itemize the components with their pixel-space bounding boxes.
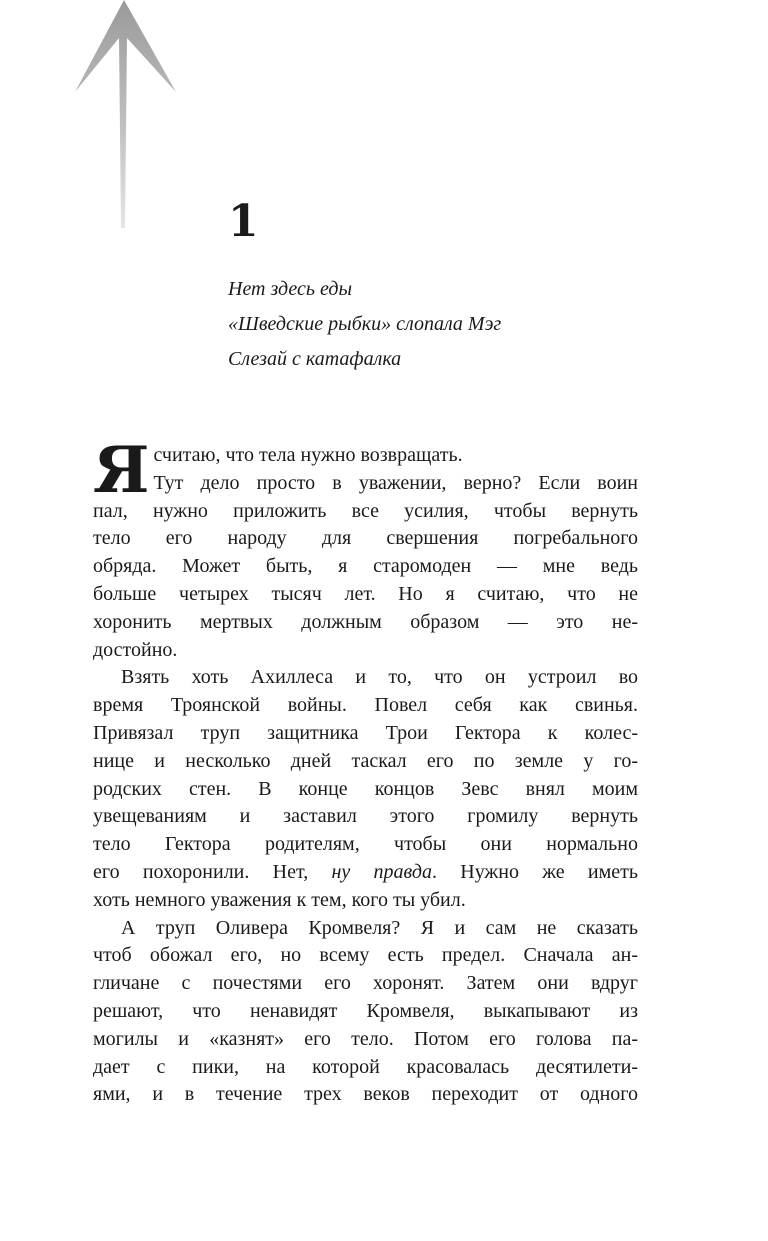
text-line: тело Гектора родителям, чтобы они нормально — [93, 833, 638, 856]
text-line: Тут дело просто в уважении, верно? Если воин — [153, 471, 638, 494]
text-line: родских стен. В конце концов Зевс внял моим — [93, 777, 638, 800]
body-text — [93, 433, 639, 1109]
paragraph — [93, 433, 638, 664]
epigraph — [228, 272, 501, 377]
text-line: достойно. — [93, 638, 178, 661]
text-line: А труп Оливера Кромвеля? Я и сам не сказать — [121, 916, 638, 939]
arrow-ornament-icon — [72, 0, 176, 230]
text-line: нице и несколько дней таскал его по земле у го- — [93, 749, 638, 772]
text-line: считаю, что тела нужно возвращать. — [153, 444, 463, 466]
text-line: Взять хоть Ахиллеса и то, что он устроил во — [121, 666, 638, 689]
emphasis-text: ну правда — [331, 860, 432, 883]
text-line: пал, нужно приложить все усилия, чтобы вернуть — [93, 499, 638, 522]
text-line: больше четырех тысяч лет. Но я считаю, что не — [93, 582, 638, 605]
paragraph — [93, 915, 638, 1110]
text-line: чтоб обожал его, но всему есть предел. Сначала ан- — [93, 944, 638, 967]
drop-cap: Я — [93, 433, 150, 508]
text-line: тело его народу для свершения погребального — [93, 527, 638, 550]
text-line: решают, что ненавидят Кромвеля, выкапывают из — [93, 999, 638, 1022]
text-segment: его похоронили. Нет, — [93, 860, 332, 883]
text-line: могилы и «казнят» его тело. Потом его голова па- — [93, 1027, 638, 1050]
epigraph-line: «Шведские рыбки» слопала Мэг — [228, 313, 502, 335]
epigraph-line: Нет здесь еды — [228, 278, 353, 300]
chapter-number: 1 — [228, 196, 259, 247]
text-line: гличане с почестями его хоронят. Затем они вдруг — [93, 972, 638, 995]
text-line: Привязал труп защитника Трои Гектора к колес- — [93, 721, 638, 744]
epigraph-line: Слезай с катафалка — [228, 348, 402, 370]
text-line: хоронить мертвых должным образом — это не- — [93, 610, 638, 633]
text-line: ями, и в течение трех веков переходит от одного — [93, 1083, 638, 1106]
text-line: хоть немного уважения к тем, кого ты убил. — [93, 888, 466, 911]
text-line: обряда. Может быть, я старомоден — мне ведь — [93, 555, 638, 578]
text-line: увещеваниям и заставил этого громилу вернуть — [93, 805, 638, 828]
text-line: время Троянской войны. Повел себя как свинья. — [93, 694, 638, 717]
text-line — [93, 859, 638, 887]
text-segment: . Нужно же иметь — [431, 860, 639, 883]
text-line: дает с пики, на которой красовалась десятилети- — [93, 1055, 638, 1078]
paragraph — [93, 664, 638, 914]
